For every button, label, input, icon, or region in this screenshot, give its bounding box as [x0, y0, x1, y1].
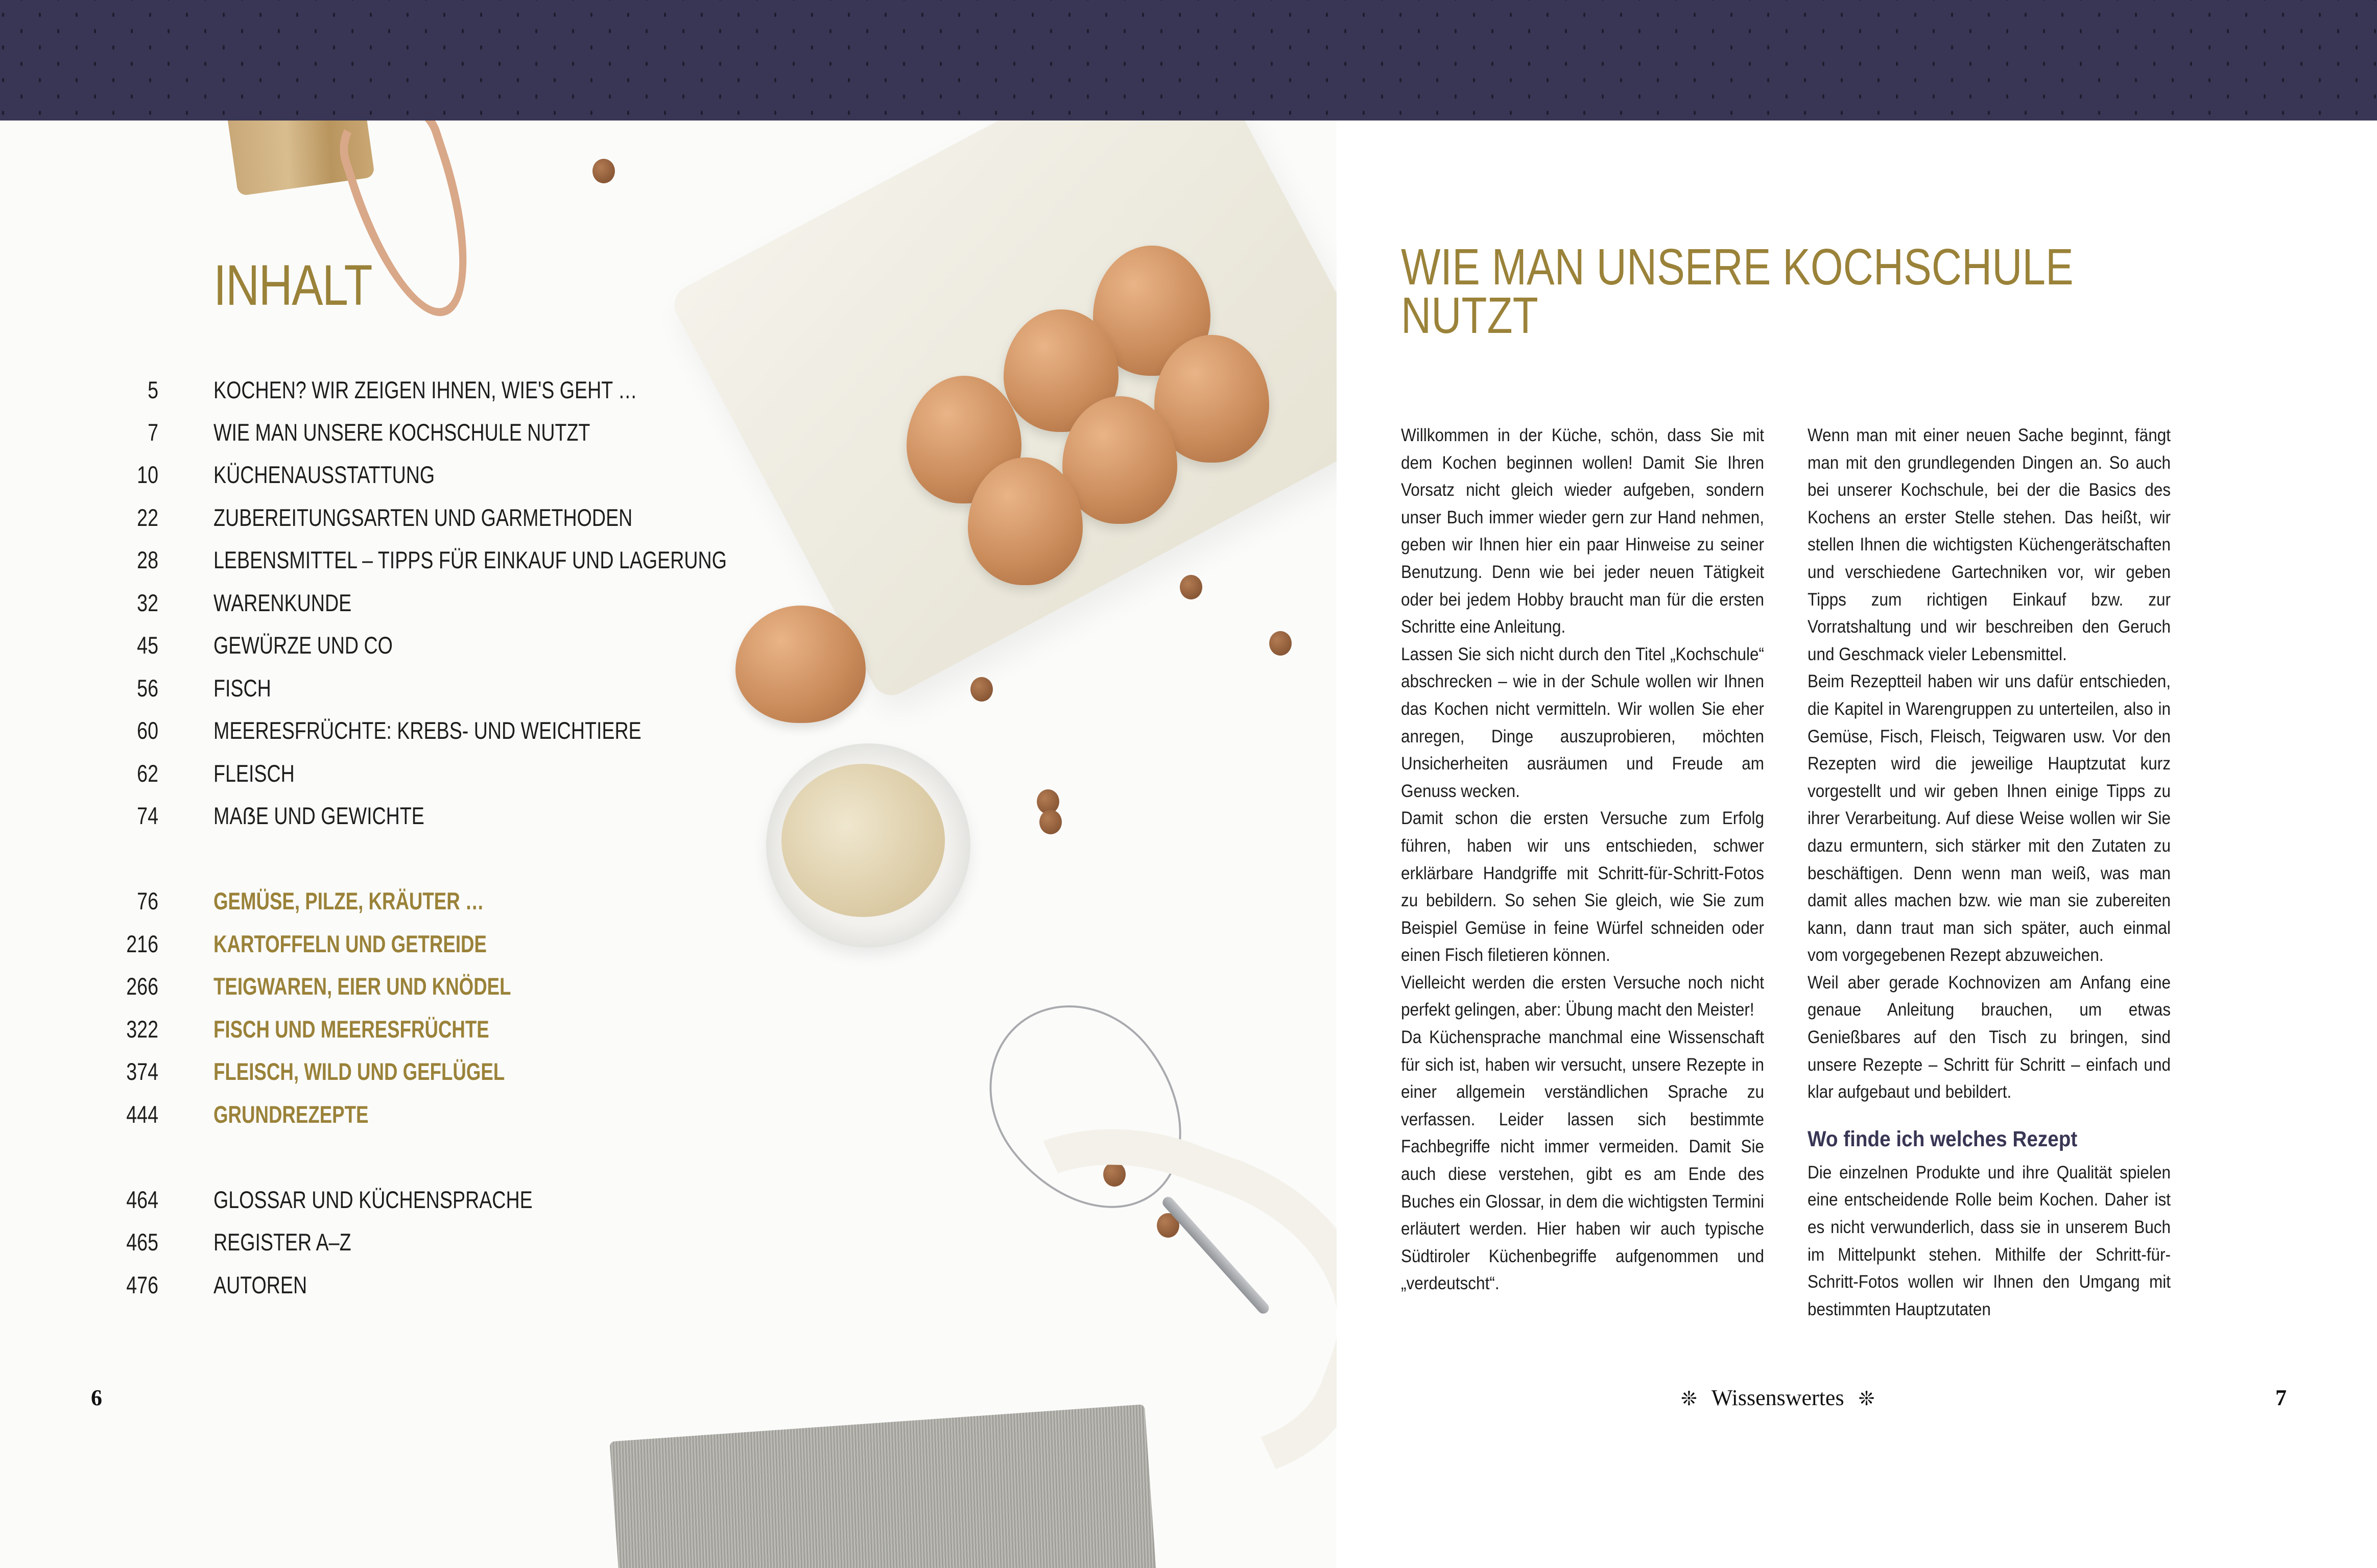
toc-title: INHALT [213, 253, 372, 317]
page-number-right: 7 [2275, 1385, 2287, 1410]
toc-label: KOCHEN? WIR ZEIGEN IHNEN, WIE'S GEHT … [213, 376, 637, 403]
toc-entry[interactable] [0, 631, 766, 662]
left-page [0, 120, 1337, 1568]
hazelnut-image [970, 677, 993, 702]
toc-page-number: 266 [126, 973, 158, 1000]
running-head-label: Wissenswertes [1711, 1385, 1844, 1410]
body-column-left [1401, 422, 1764, 1297]
toc-page-number: 22 [137, 504, 158, 531]
toc-label: FLEISCH [213, 760, 295, 787]
toc-label: REGISTER A–Z [213, 1228, 351, 1256]
toc-entry[interactable] [0, 503, 766, 534]
toc-entry[interactable] [0, 802, 766, 832]
toc-page-number: 74 [137, 802, 158, 829]
hazelnut-image [1269, 631, 1292, 656]
heading-line: WIE MAN UNSERE KOCHSCHULE [1401, 238, 2074, 296]
toc-page-number: 56 [137, 674, 158, 702]
paragraph: Die einzelnen Produkte und ihre Qualität spielen eine entscheidende Rolle beim Kochen. Daher ist es nicht verwunderlich, dass sie in unserem Buch im Mittelpunkt stehen. Mithilfe der Schritt-für-Schritt-Fotos wollen wir Ihnen den Umgang mit bestimmten Hauptzutaten [1808, 1162, 2171, 1319]
toc-entry[interactable] [0, 1186, 766, 1216]
toc-label: FISCH [213, 674, 271, 702]
header-dot-band [0, 0, 2377, 120]
hazelnut-image [592, 159, 615, 183]
toc-page-number: 62 [137, 760, 158, 787]
toc-entry-recipe-chapter[interactable] [0, 930, 766, 960]
running-head [1667, 1385, 1889, 1411]
toc-entry-recipe-chapter[interactable] [0, 1057, 766, 1088]
body-column-right [1808, 422, 2171, 1323]
toc-label: WIE MAN UNSERE KOCHSCHULE NUTZT [213, 419, 590, 446]
section-subheading: Wo finde ich welches Rezept [1808, 1126, 2078, 1151]
oat-flakes-image [781, 764, 945, 917]
toc-entry[interactable] [0, 1271, 766, 1301]
toc-page-number: 76 [137, 887, 158, 914]
toc-label: GLOSSAR UND KÜCHENSPRACHE [213, 1186, 533, 1213]
toc-entry[interactable] [0, 418, 766, 449]
toc-label: WARENKUNDE [213, 589, 352, 616]
paragraph: Wenn man mit einer neuen Sache beginnt, fängt man mit den grundlegenden Dingen an. So auch bei unserer Kochschule, bei der die Basics des Kochens an erster Stelle stehen. Das heißt, wir stellen Ihnen die wichtigsten Küchengerätschaften und verschiedene Gartechniken vor, wir geben Tipps zum richtigen Einkauf bzw. zur Vorratshaltung und wir beschreiben den Geruch und Geschmack vieler Lebensmittel. [1808, 425, 2171, 664]
page-number-left: 6 [91, 1385, 102, 1410]
toc-label: TEIGWAREN, EIER UND KNÖDEL [213, 973, 511, 1000]
paragraph: Damit schon die ersten Versuche zum Erfolg führen, haben wir uns entschieden, schwer erklärbare Handgriffe mit Schritt-für-Schritt-Fotos zu bebildern. So sehen Sie gleich, wie Sie zum Beispiel Gemüse in feine Würfel schneiden oder einen Fisch filetieren können. [1401, 808, 1764, 966]
paragraph: Weil aber gerade Kochnovizen am Anfang eine genaue Anleitung brauchen, um etwas Genießbares auf den Tisch zu bringen, sind unsere Rezepte – Schritt für Schritt – einfach und klar aufgebaut und bebildert. [1808, 972, 2171, 1102]
toc-page-number: 60 [137, 717, 158, 744]
toc-page-number: 5 [148, 376, 158, 403]
toc-label: FLEISCH, WILD UND GEFLÜGEL [213, 1058, 505, 1085]
hazelnut-image [1180, 575, 1202, 599]
paragraph: Willkommen in der Küche, schön, dass Sie mit dem Kochen beginnen wollen! Damit Sie Ihren Vorsatz nicht gleich wieder aufgeben, sondern unser Buch immer wieder gern zur Hand nehmen, geben wir Ihnen hier ein paar Hinweise zu seiner Benutzung. Denn wie bei jeder neuen Tätigkeit oder bei jedem Hobby braucht man für die ersten Schritte eine Anleitung. [1401, 425, 1764, 637]
toc-entry-recipe-chapter[interactable] [0, 887, 766, 918]
toc-entry[interactable] [0, 589, 766, 619]
toc-entry-recipe-chapter[interactable] [0, 1100, 766, 1131]
toc-entry[interactable] [0, 376, 766, 406]
paragraph: Lassen Sie sich nicht durch den Titel „Kochschule“ abschrecken – wie in der Schule wollen wir Ihnen das Kochen nicht vermitteln. Wir wollen Sie eher anregen, Dinge auszuprobieren, möchten Unsicherheiten ausräumen und Freude am Genuss wecken. [1401, 644, 1764, 801]
paragraph: Da Küchensprache manchmal eine Wissenschaft für sich ist, haben wir versucht, unsere Rezepte in einer allgemein verständlichen Sprache zu verfassen. Leider lassen sich bestimmte Fachbegriffe nicht immer vermeiden. Damit Sie auch diese verstehen, gibt es am Ende des Buches ein Glossar, in dem die wichtigsten Termini erläutert werden. Hier haben wir auch typische Südtiroler Küchenbegriffe aufgenommen und „verdeutscht“. [1401, 1027, 1764, 1294]
asterisk-ornament-icon: ❊ [1858, 1388, 1875, 1410]
hazelnut-image [1039, 810, 1062, 834]
toc-page-number: 374 [126, 1058, 158, 1085]
toc-page-number: 28 [137, 546, 158, 573]
paragraph: Beim Rezeptteil haben wir uns dafür entschieden, die Kapitel in Warengruppen zu unterteilen, also in Gemüse, Fisch, Fleisch, Teigwaren usw. Vor den Rezepten wird die jeweilige Hauptzutat kurz vorgestellt und wir geben Ihnen einige Tipps zu ihrer Verarbeitung. Auf diese Weise wollen wir Sie dazu ermuntern, sich stärker mit den Zutaten zu beschäftigen. Denn wenn man weiß, was man damit alles machen bzw. wie man sie zubereiten kann, dann traut man sich später, auch einmal vom vorgegebenen Rezept abzuweichen. [1808, 671, 2171, 966]
toc-entry-recipe-chapter[interactable] [0, 972, 766, 1003]
toc-label: KARTOFFELN UND GETREIDE [213, 930, 487, 957]
toc-page-number: 444 [126, 1101, 158, 1128]
toc-entry[interactable] [0, 461, 766, 491]
toc-label: KÜCHENAUSSTATTUNG [213, 461, 435, 488]
asterisk-ornament-icon: ❊ [1681, 1388, 1697, 1410]
toc-label: MAẞE UND GEWICHTE [213, 802, 424, 829]
toc-label: MEERESFRÜCHTE: KREBS- UND WEICHTIERE [213, 717, 641, 744]
toc-entry[interactable] [0, 674, 766, 705]
toc-page-number: 322 [126, 1016, 158, 1043]
toc-entry[interactable] [0, 759, 766, 790]
toc-page-number: 45 [137, 632, 158, 659]
toc-entry-recipe-chapter[interactable] [0, 1015, 766, 1046]
toc-label: GEWÜRZE UND CO [213, 632, 393, 659]
right-page [1337, 120, 2377, 1568]
heading-line: NUTZT [1401, 287, 1538, 344]
toc-entry[interactable] [0, 716, 766, 747]
toc-page-number: 7 [148, 419, 158, 446]
toc-page-number: 216 [126, 930, 158, 957]
toc-page-number: 10 [137, 461, 158, 488]
toc-page-number: 465 [126, 1228, 158, 1256]
toc-label: ZUBEREITUNGSARTEN UND GARMETHODEN [213, 504, 633, 531]
toc-label: GRUNDREZEPTE [213, 1101, 369, 1128]
apron-image [609, 1404, 1173, 1568]
toc-label: GEMÜSE, PILZE, KRÄUTER … [213, 887, 484, 914]
toc-entry[interactable] [0, 546, 766, 576]
toc-label: FISCH UND MEERESFRÜCHTE [213, 1016, 489, 1043]
toc-label: AUTOREN [213, 1271, 307, 1298]
page-heading [1401, 238, 2239, 344]
toc-page-number: 464 [126, 1186, 158, 1213]
toc-page-number: 476 [126, 1271, 158, 1298]
paragraph: Vielleicht werden die ersten Versuche noch nicht perfekt gelingen, aber: Übung macht den Meister! [1401, 972, 1764, 1020]
toc-page-number: 32 [137, 589, 158, 616]
toc-label: LEBENSMITTEL – TIPPS FÜR EINKAUF UND LAGERUNG [213, 546, 727, 573]
toc-entry[interactable] [0, 1228, 766, 1259]
